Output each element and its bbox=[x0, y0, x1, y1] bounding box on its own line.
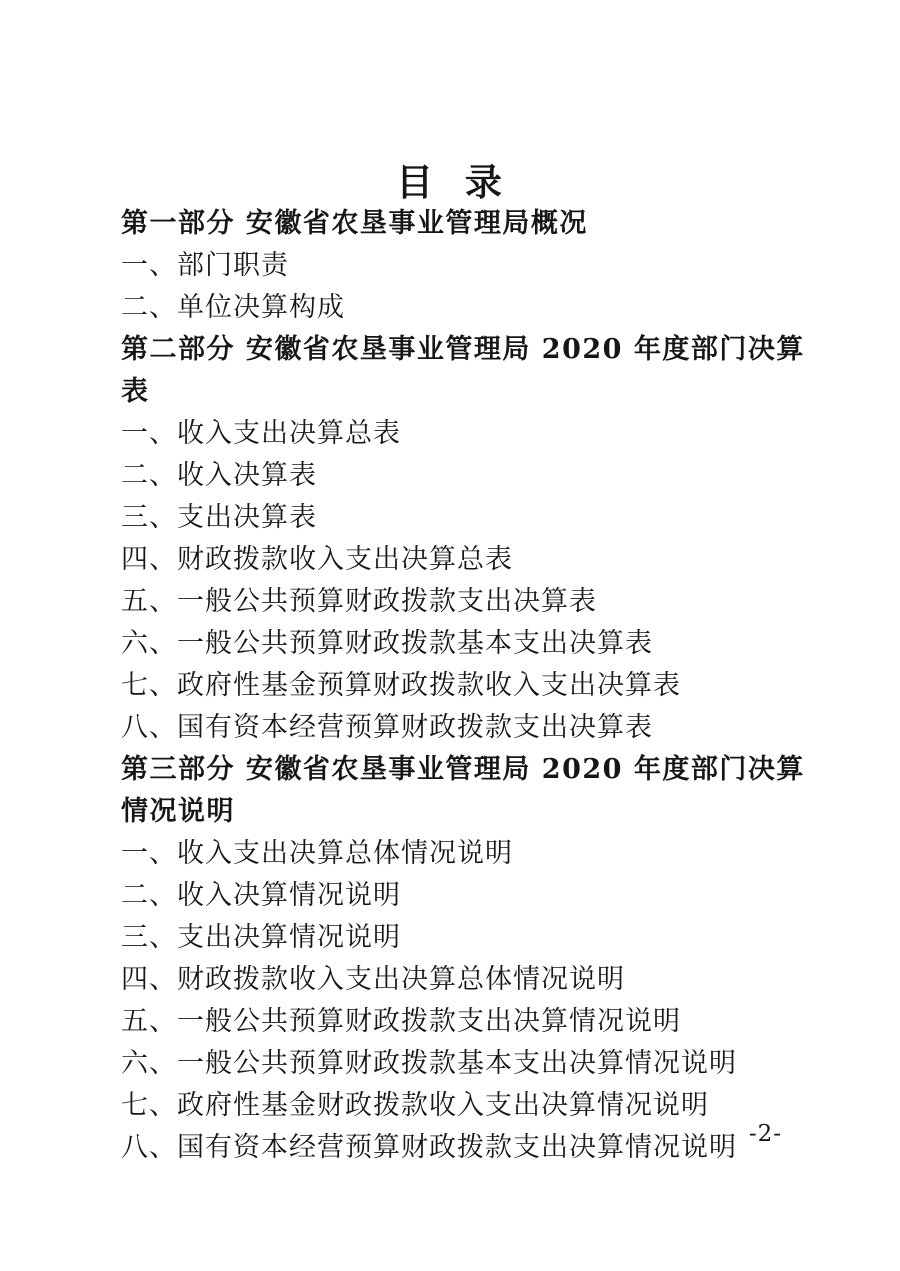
toc-item: 一、部门职责 bbox=[121, 250, 289, 281]
table-of-contents bbox=[121, 203, 813, 1169]
toc-item: 二、收入决算表 bbox=[121, 460, 317, 491]
toc-item: 二、收入决算情况说明 bbox=[121, 880, 401, 911]
toc-item: 三、支出决算表 bbox=[121, 502, 317, 533]
page-number: -2- bbox=[748, 1121, 782, 1147]
toc-item: 六、一般公共预算财政拨款基本支出决算表 bbox=[121, 628, 653, 659]
toc-item: 四、财政拨款收入支出决算总表 bbox=[121, 544, 513, 575]
toc-item: 七、政府性基金财政拨款收入支出决算情况说明 bbox=[121, 1090, 709, 1121]
toc-item: 七、政府性基金预算财政拨款收入支出决算表 bbox=[121, 670, 681, 701]
toc-item: 八、国有资本经营预算财政拨款支出决算情况说明 bbox=[121, 1132, 737, 1163]
toc-item: 六、一般公共预算财政拨款基本支出决算情况说明 bbox=[121, 1048, 737, 1079]
toc-section-1-heading: 第一部分 安徽省农垦事业管理局概况 bbox=[121, 208, 588, 239]
toc-item: 五、一般公共预算财政拨款支出决算情况说明 bbox=[121, 1006, 681, 1037]
toc-item: 五、一般公共预算财政拨款支出决算表 bbox=[121, 586, 597, 617]
toc-item: 一、收入支出决算总表 bbox=[121, 418, 401, 449]
toc-item: 四、财政拨款收入支出决算总体情况说明 bbox=[121, 964, 625, 995]
toc-item: 三、支出决算情况说明 bbox=[121, 922, 401, 953]
toc-section-2-heading: 第二部分 安徽省农垦事业管理局 2020 年度部门决算表 bbox=[121, 334, 805, 407]
toc-item: 八、国有资本经营预算财政拨款支出决算表 bbox=[121, 712, 653, 743]
toc-item: 二、单位决算构成 bbox=[121, 292, 345, 323]
toc-section-3-heading: 第三部分 安徽省农垦事业管理局 2020 年度部门决算情况说明 bbox=[121, 754, 805, 827]
page-title: 目 录 bbox=[396, 160, 504, 204]
toc-item: 一、收入支出决算总体情况说明 bbox=[121, 838, 513, 869]
